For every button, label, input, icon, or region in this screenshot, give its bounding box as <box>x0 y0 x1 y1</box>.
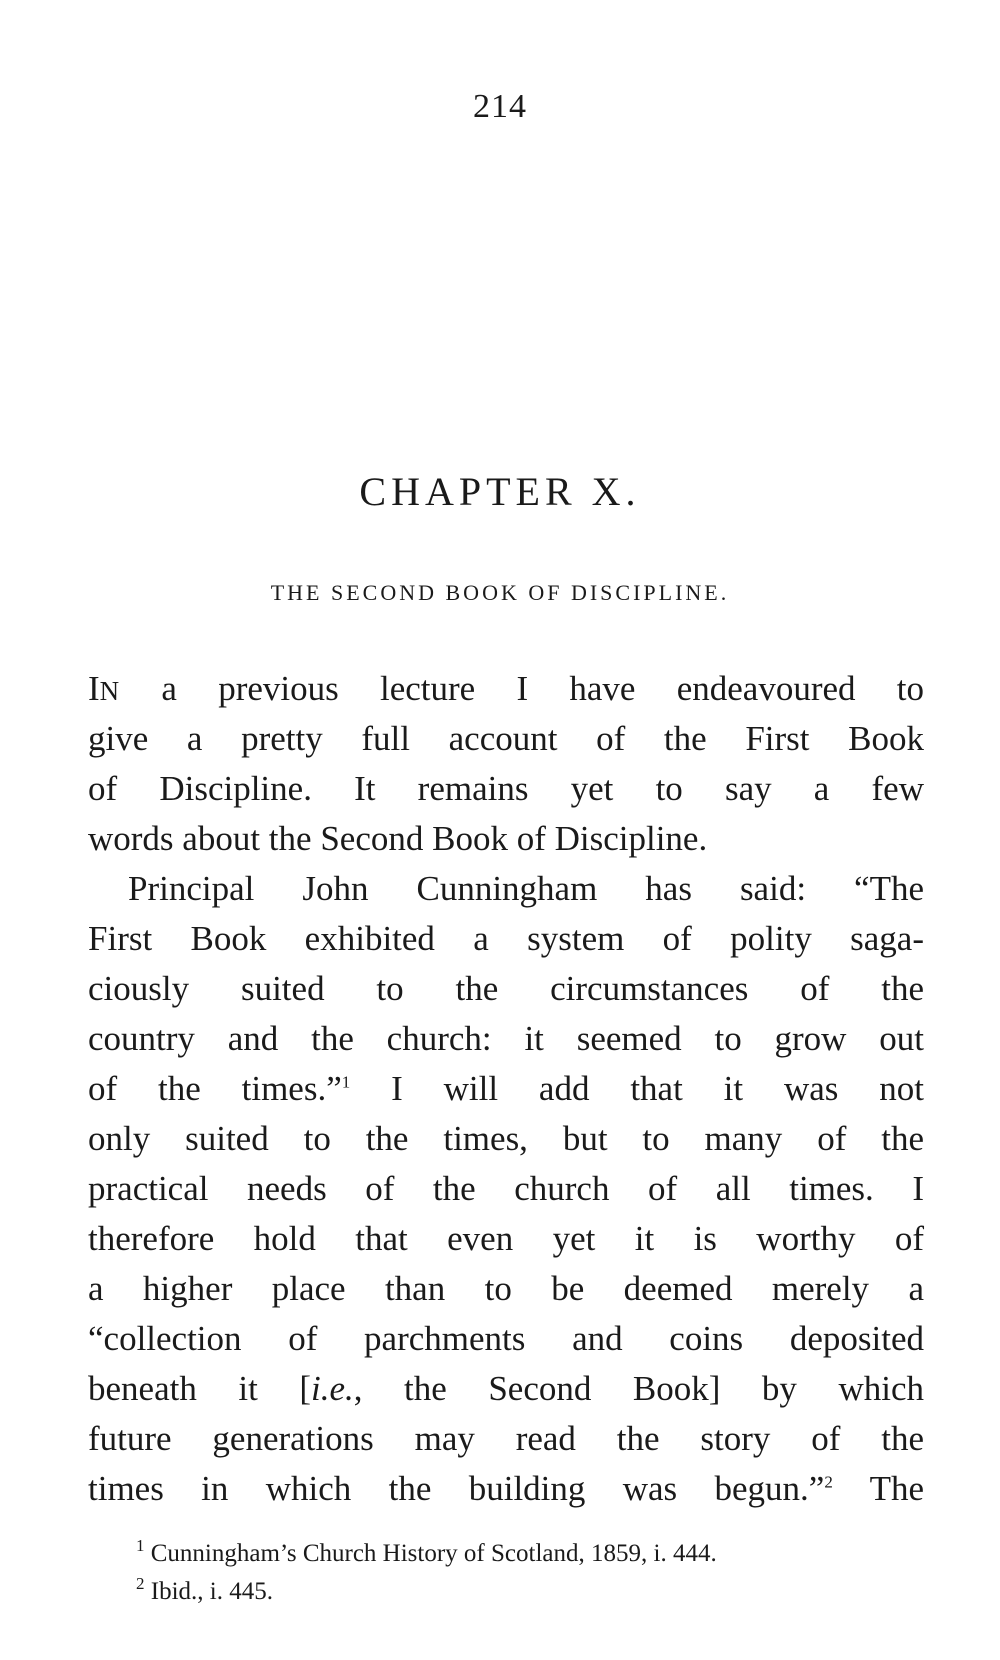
body-line <box>88 1364 924 1414</box>
line-text: a previous lecture I have endeavoured to <box>120 669 924 708</box>
body-text <box>88 664 924 1514</box>
body-line: Principal John Cunningham has said: “The <box>128 869 924 908</box>
footnote-mark: 1 <box>136 1535 145 1555</box>
line-text: The <box>832 1469 924 1508</box>
footnote <box>136 1535 936 1573</box>
footnote <box>136 1573 936 1611</box>
body-line: future generations may read the story of the <box>88 1419 924 1458</box>
footnotes <box>136 1535 936 1611</box>
body-line: of Discipline. It remains yet to say a few <box>88 769 924 808</box>
footnote-text: Ibid., i. 445. <box>144 1578 273 1605</box>
page-number: 214 <box>473 88 527 125</box>
footnote-mark: 2 <box>136 1573 145 1593</box>
italic-abbrev: i.e. <box>311 1369 354 1408</box>
line-text: times in which the building was begun.” <box>88 1469 825 1508</box>
line-text: beneath it [ <box>88 1369 311 1408</box>
body-line: practical needs of the church of all times. I <box>88 1169 924 1208</box>
body-line <box>88 1464 924 1514</box>
body-line <box>88 664 924 714</box>
body-line <box>88 1064 924 1114</box>
footnote-ref: 1 <box>341 1072 351 1092</box>
body-line: words about the Second Book of Discipline. <box>88 819 708 858</box>
body-line: therefore hold that even yet it is worthy of <box>88 1219 924 1258</box>
body-line: country and the church: it seemed to grow out <box>88 1019 924 1058</box>
body-line: a higher place than to be deemed merely a <box>88 1269 924 1308</box>
footnote-text: Cunningham’s Church History of Scotland, 1859, i. 444. <box>144 1540 717 1567</box>
line-text: of the times.” <box>88 1069 342 1108</box>
line-text: I will add that it was not <box>350 1069 924 1108</box>
section-title: THE SECOND BOOK OF DISCIPLINE. <box>270 580 730 605</box>
body-line: ciously suited to the circumstances of the <box>88 969 924 1008</box>
line-text: , the Second Book] by which <box>353 1369 924 1408</box>
body-line: “collection of parchments and coins deposited <box>88 1319 924 1358</box>
body-line: First Book exhibited a system of polity saga- <box>88 919 924 958</box>
body-line: only suited to the times, but to many of the <box>88 1119 924 1158</box>
chapter-title: CHAPTER X. <box>359 469 641 514</box>
drop-initial: I <box>88 669 100 708</box>
small-cap-letter: N <box>99 676 121 706</box>
body-line: give a pretty full account of the First Book <box>88 719 924 758</box>
footnote-ref: 2 <box>824 1472 833 1492</box>
